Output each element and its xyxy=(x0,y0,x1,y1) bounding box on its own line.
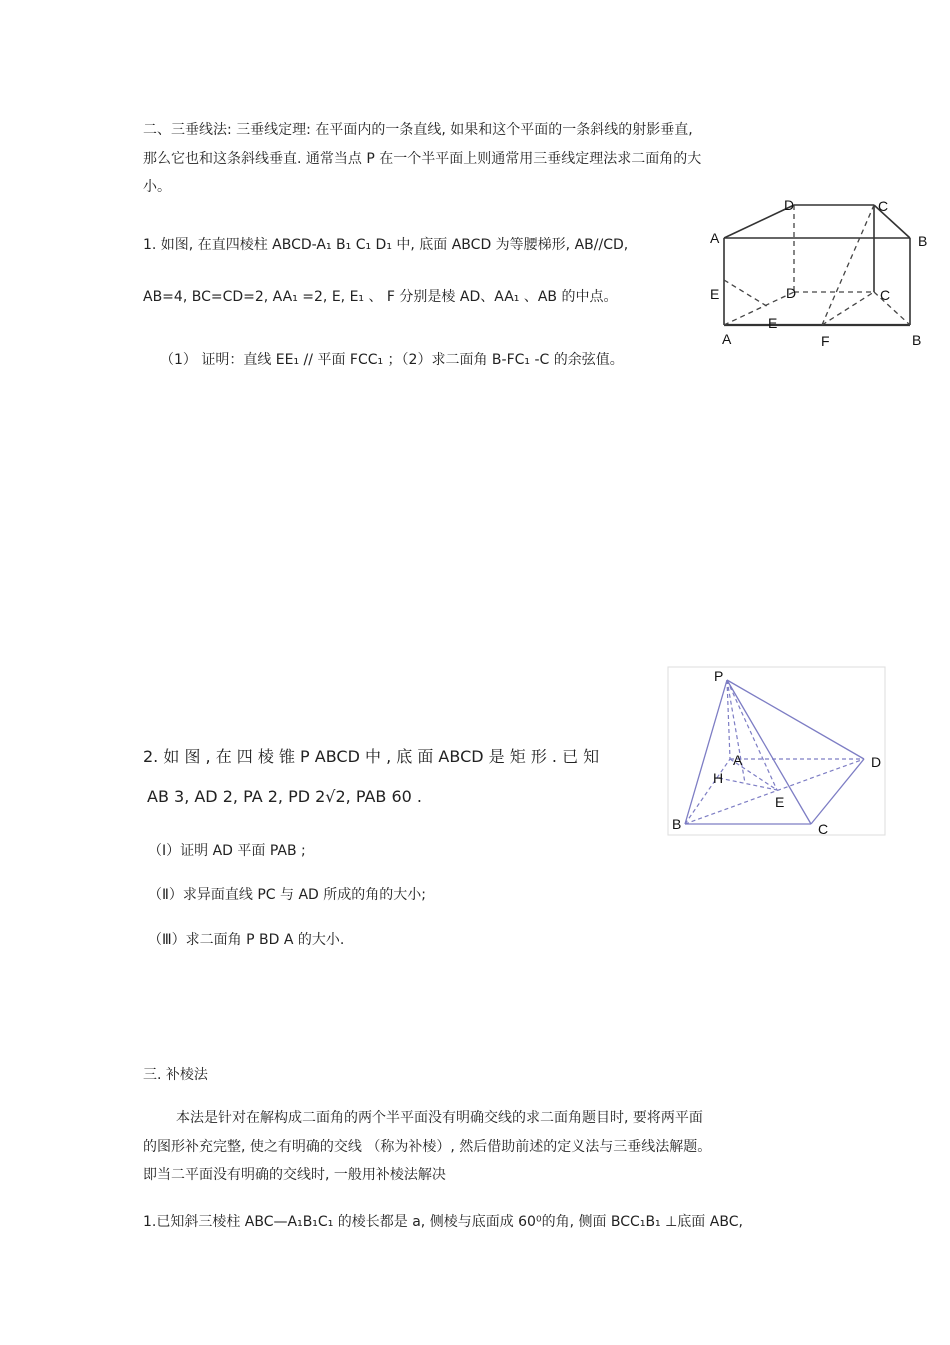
section2-line3: 小。 xyxy=(143,179,171,195)
label-D: D xyxy=(871,754,882,770)
label-D-top: D xyxy=(784,197,795,213)
section2-line2: 那么它也和这条斜线垂直. 通常当点 P 在一个半平面上则通常用三垂线定理法求二面角的大 xyxy=(143,151,702,167)
label-F-bottom: F xyxy=(821,333,830,349)
label-C-top: C xyxy=(878,198,889,214)
label-E-side: E xyxy=(710,286,720,302)
problem2-intro: 2. 如 图 , 在 四 棱 锥 P ABCD 中 , 底 面 ABCD 是 矩 形 . 已 知 xyxy=(143,747,600,766)
label-A-top: A xyxy=(710,230,720,246)
problem2-q2: （Ⅱ）求异面直线 PC 与 AD 所成的角的大小; xyxy=(148,887,426,903)
section3-title: 三. 补棱法 xyxy=(143,1067,208,1083)
section3-paragraph-line3: 即当二平面没有明确的交线时, 一般用补棱法解决 xyxy=(143,1167,446,1183)
section3-paragraph-line2: 的图形补充完整, 使之有明确的交线 （称为补棱）, 然后借助前述的定义法与三垂线法解题。 xyxy=(143,1139,712,1155)
label-E: E xyxy=(775,794,785,810)
label-A-bottom: A xyxy=(722,331,732,347)
label-B-top: B xyxy=(918,233,928,249)
section3-paragraph-line1: 本法是针对在解构成二面角的两个半平面没有明确交线的求二面角题目时, 要将两平面 xyxy=(176,1110,703,1126)
pyramid-figure xyxy=(667,666,887,838)
problem2-q1: （Ⅰ）证明 AD 平面 PAB ; xyxy=(148,843,306,859)
label-A: A xyxy=(733,752,743,768)
label-B: B xyxy=(672,816,682,832)
label-C-bottom: C xyxy=(880,287,891,303)
label-C: C xyxy=(818,821,829,837)
label-D-bottom: D xyxy=(786,285,797,301)
label-E-bottom: E xyxy=(768,315,778,331)
problem1-given: AB=4, BC=CD=2, AA₁ =2, E, E₁ 、 F 分别是棱 AD、AA₁ 、AB 的中点。 xyxy=(143,289,618,305)
label-H: H xyxy=(713,770,724,786)
problem1-questions: （1） 证明：直线 EE₁ // 平面 FCC₁ ；（2）求二面角 B-FC₁ -C 的余弦值。 xyxy=(160,352,624,368)
problem1-intro: 1. 如图, 在直四棱柱 ABCD-A₁ B₁ C₁ D₁ 中, 底面 ABCD 为等腰梯形, AB//CD, xyxy=(143,237,629,253)
label-P: P xyxy=(714,668,724,684)
section2-line1: 二、三垂线法: 三垂线定理: 在平面内的一条直线, 如果和这个平面的一条斜线的射影垂直, xyxy=(143,122,693,138)
problem2-given: AB 3, AD 2, PA 2, PD 2√2, PAB 60 . xyxy=(147,787,423,806)
prism-figure xyxy=(700,192,935,354)
section3-problem: 1.已知斜三棱柱 ABC—A₁B₁C₁ 的棱长都是 a, 侧棱与底面成 60⁰的角, 侧面 BCC₁B₁ ⊥底面 ABC, xyxy=(143,1214,743,1230)
label-B-bottom: B xyxy=(912,332,922,348)
problem2-q3: （Ⅲ）求二面角 P BD A 的大小. xyxy=(148,932,345,948)
